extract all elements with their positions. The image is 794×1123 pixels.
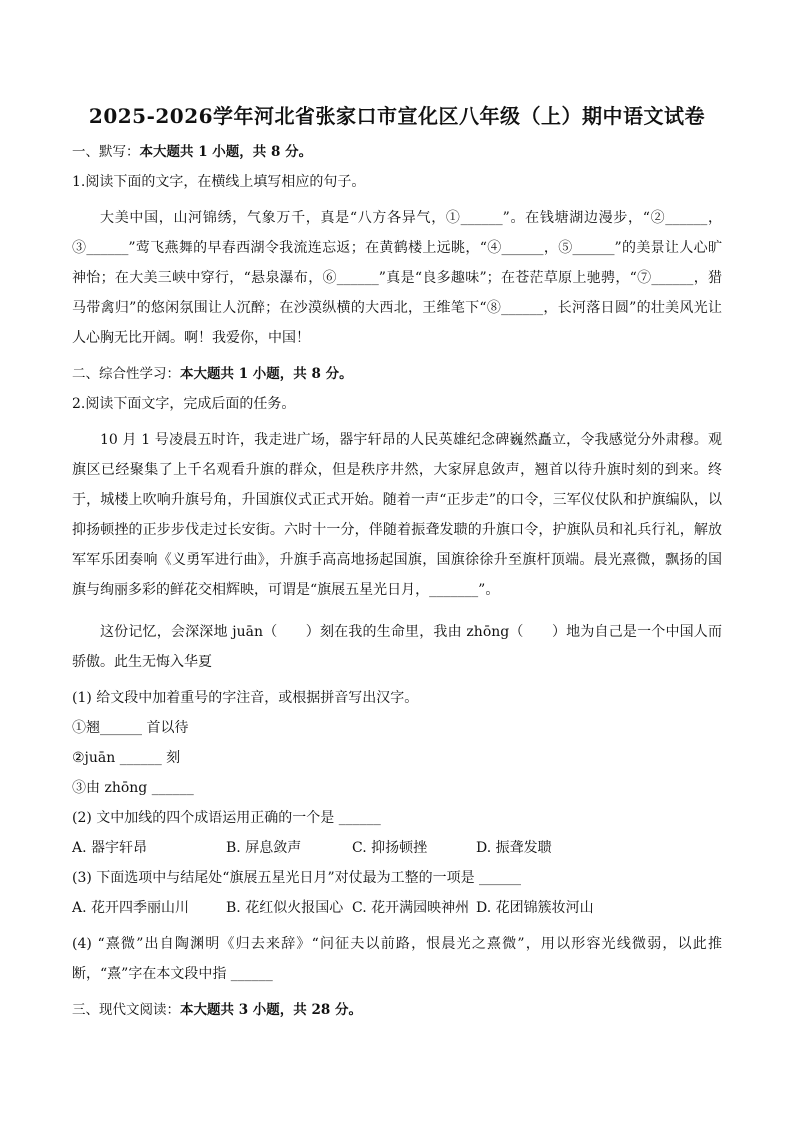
subquestion-3-options: [72, 899, 722, 917]
option-a: A. 花开四季丽山川: [72, 900, 190, 916]
question-2-passage-1: 10 月 1 号凌晨五时许，我走进广场，器宇轩昂的人民英雄纪念碑巍然矗立，令我感觉分外肃穆。观旗区已经聚集了上千名观看升旗的群众，但是秩序井然，大家屏息敛声，翘首以待升旗时刻的到来。终于，城楼上吹响升旗号角，升国旗仪式正式开始。随着一声“正步走”的口令，三军仪仗队和护旗编队，以抑扬顿挫的正步步伐走过长安街。六时十一分，伴随着振聋发聩的升旗口令，护旗队员和礼兵行礼，解放军军乐团奏响《义勇军进行曲》，升旗手高高地扬起国旗，国旗徐徐升至旗杆顶端。晨光熹微，飘扬的国旗与绚丽多彩的鲜花交相辉映，可谓是“旗展五星光日月，_______”。: [72, 432, 722, 598]
option-d: D. 振聋发聩: [476, 840, 552, 856]
question-2-stem: 2.阅读下面文字，完成后面的任务。: [72, 396, 296, 412]
subquestion-4: (4) “熹微”出自陶渊明《归去来辞》“问征夫以前路，恨晨光之熹微”，用以形容光线微弱，以此推断，“熹”字在本文段中指 ______: [72, 936, 722, 982]
subquestion-1-item-a: ①翘______ 首以待: [72, 720, 189, 736]
option-c: C. 抑扬顿挫: [352, 840, 428, 856]
option-d: D. 花团锦簇妆河山: [476, 900, 594, 916]
section-2-header: [72, 365, 722, 383]
section-3-header: [72, 1001, 722, 1019]
option-b: B. 花红似火报国心: [226, 900, 344, 916]
section-3-label: 三、现代文阅读：: [72, 1002, 180, 1018]
option-c: C. 花开满园映神州: [352, 900, 470, 916]
option-a: A. 器宇轩昂: [72, 840, 148, 856]
subquestion-3: (3) 下面选项中与结尾处“旗展五星光日月”对仗最为工整的一项是 ______: [72, 870, 522, 886]
section-1-info: 本大题共 1 小题，共 8 分。: [139, 144, 313, 160]
section-2-label: 二、综合性学习：: [72, 366, 180, 382]
section-1-label: 一、默写：: [72, 144, 140, 160]
subquestion-2: (2) 文中加线的四个成语运用正确的一个是 ______: [72, 810, 381, 826]
question-1-passage: 大美中国，山河锦绣，气象万千，真是“八方各异气，①______”。在钱塘湖边漫步，“②______，③______”莺飞燕舞的早春西湖令我流连忘返；在黄鹤楼上远眺，“④______，⑤______”的美景让人心旷神怡；在大美三峡中穿行，“悬泉瀑布，⑥______”真是“良多趣味”；在苍茫草原上驰骋，“⑦______，猎马带禽归”的悠闲氛围让人沉醉；在沙漠纵横的大西北，王维笔下“⑧______，长河落日圆”的壮美风光让人心胸无比开阔。啊！我爱你，中国！: [72, 210, 722, 346]
page-title: 2025-2026学年河北省张家口市宣化区八年级（上）期中语文试卷: [88, 104, 706, 128]
section-2-info: 本大题共 1 小题，共 8 分。: [180, 366, 353, 382]
subquestion-2-options: [72, 839, 722, 857]
question-1-stem: 1.阅读下面的文字，在横线上填写相应的句子。: [72, 174, 366, 190]
section-1-header: [72, 143, 722, 161]
section-3-info: 本大题共 3 小题，共 28 分。: [180, 1002, 362, 1018]
question-2-passage-2: 这份记忆，会深深地 juān（ ）刻在我的生命里，我由 zhōng（ ）地为自己是一个中国人而骄傲。此生无悔入华夏: [72, 624, 722, 670]
subquestion-1-item-b: ②juān ______ 刻: [72, 750, 181, 766]
option-b: B. 屏息敛声: [226, 840, 302, 856]
subquestion-1-item-c: ③由 zhōng ______: [72, 780, 194, 796]
subquestion-1: (1) 给文段中加着重号的字注音，或根据拼音写出汉字。: [72, 690, 419, 706]
